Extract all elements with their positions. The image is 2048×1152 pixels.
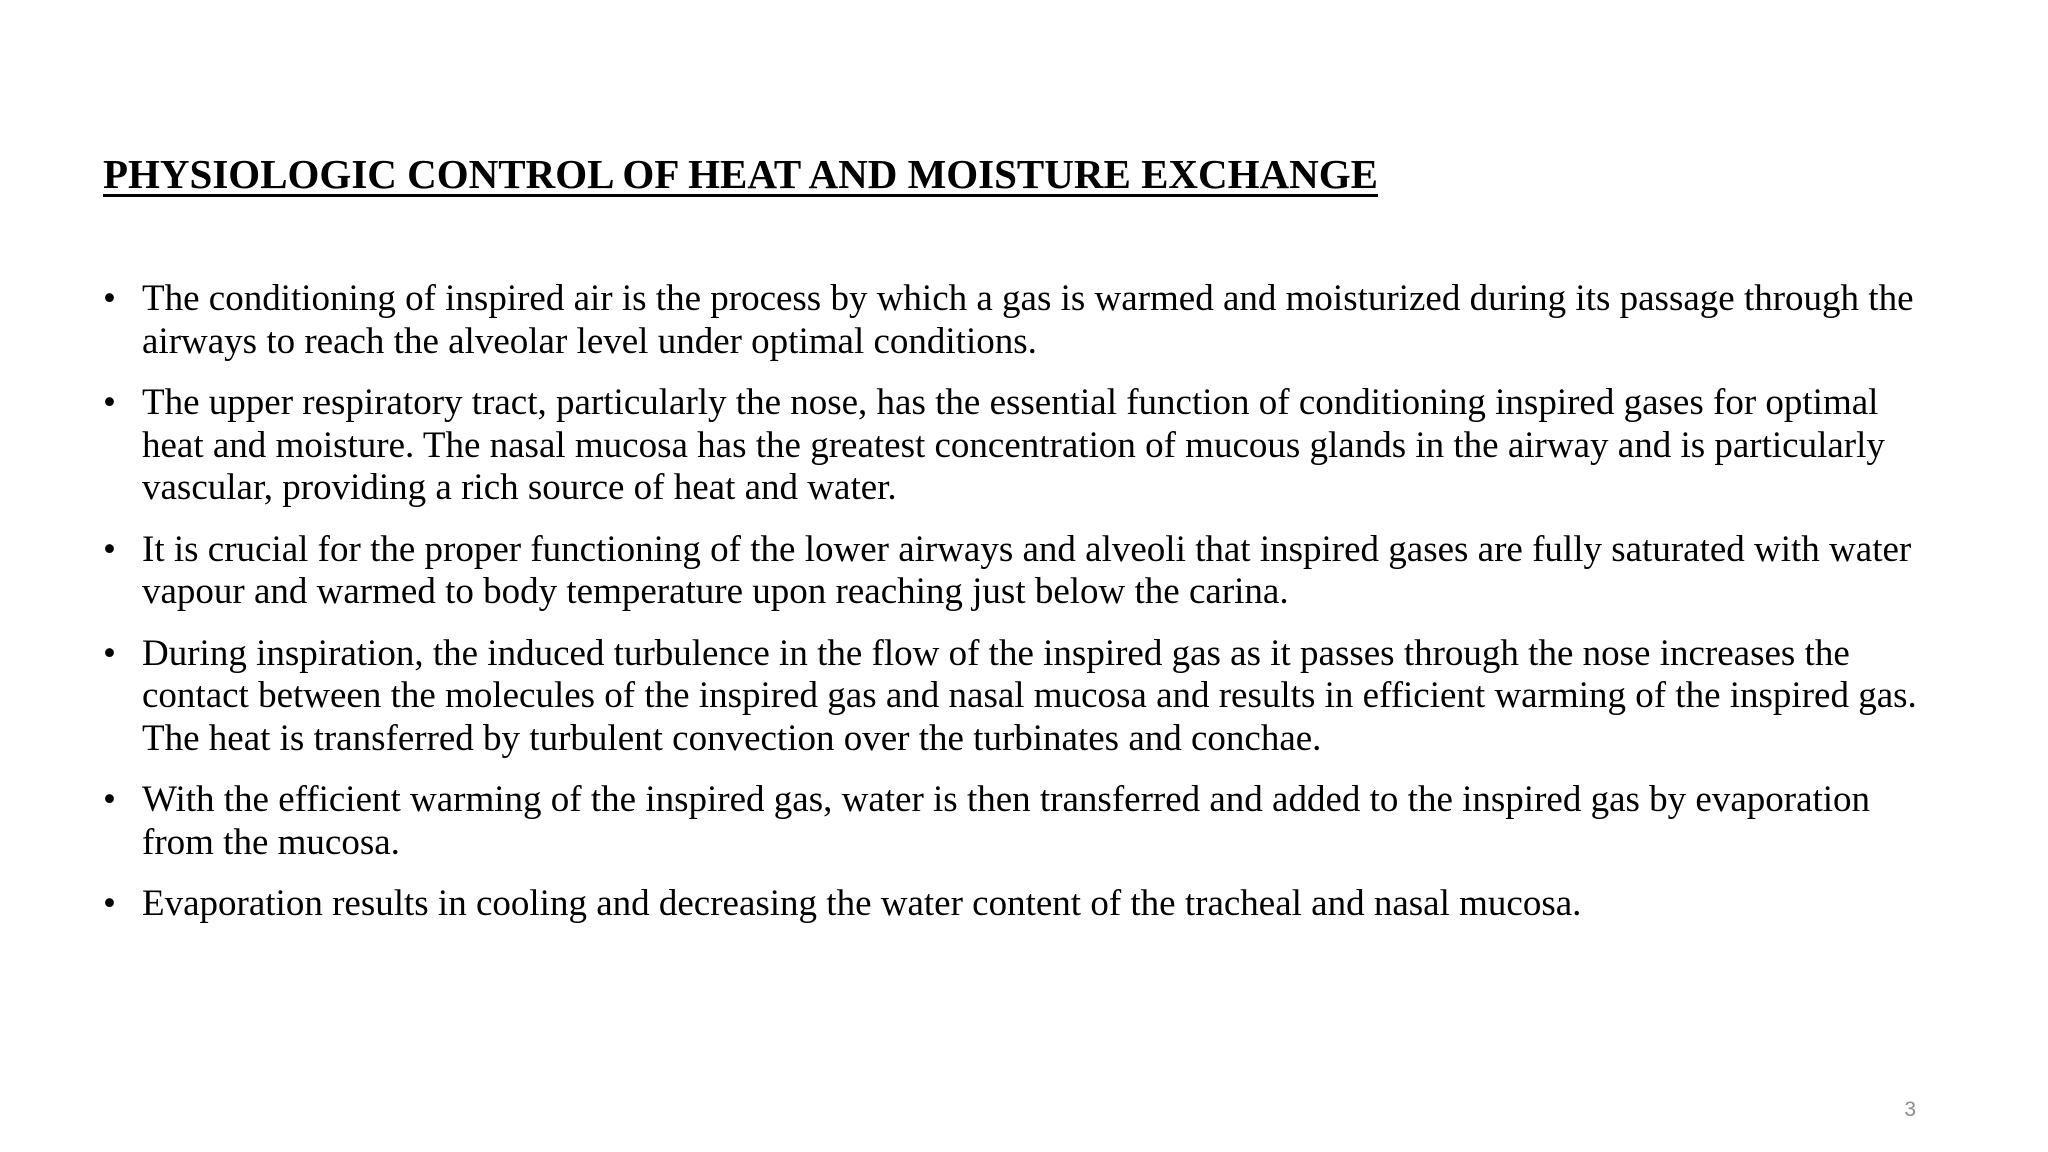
bullet-item bbox=[103, 633, 1933, 761]
bullet-text: During inspiration, the induced turbulence in the flow of the inspired gas as it passes through the nose increases the contact between the molecules of the inspired gas and nasal mucosa and results in efficient warming of the inspired gas. The heat is transferred by turbulent convection over the turbinates and conchae. bbox=[142, 632, 1917, 759]
bullet-dot-icon: • bbox=[103, 883, 116, 924]
bullet-list bbox=[103, 278, 1933, 945]
bullet-text: Evaporation results in cooling and decreasing the water content of the tracheal and nasal mucosa. bbox=[142, 883, 1582, 924]
bullet-item bbox=[103, 529, 1933, 614]
bullet-dot-icon: • bbox=[103, 528, 116, 570]
bullet-item bbox=[103, 883, 1933, 926]
bullet-text: With the efficient warming of the inspired gas, water is then transferred and added to the inspired gas by evaporation from the mucosa. bbox=[142, 779, 1871, 863]
bullet-item bbox=[103, 278, 1933, 363]
bullet-text: It is crucial for the proper functioning of the lower airways and alveoli that inspired gases are fully saturated with water vapour and warmed to body temperature upon reaching just below the carina. bbox=[142, 528, 1912, 612]
bullet-text: The upper respiratory tract, particularly the nose, has the essential function of conditioning inspired gases for optimal heat and moisture. The nasal mucosa has the greatest concentration of mucous glands in the airway and is particularly vascular, providing a rich source of heat and water. bbox=[142, 382, 1885, 508]
bullet-item bbox=[103, 779, 1933, 864]
bullet-dot-icon: • bbox=[103, 632, 116, 674]
slide-title: PHYSIOLOGIC CONTROL OF HEAT AND MOISTURE EXCHANGE bbox=[103, 151, 1378, 197]
bullet-dot-icon: • bbox=[103, 278, 116, 319]
bullet-text: The conditioning of inspired air is the process by which a gas is warmed and moisturized during its passage through the airways to reach the alveolar level under optimal conditions. bbox=[142, 278, 1914, 362]
bullet-item bbox=[103, 382, 1933, 510]
bullet-dot-icon: • bbox=[103, 779, 116, 820]
bullet-dot-icon: • bbox=[103, 382, 116, 423]
page-number: 3 bbox=[1904, 1098, 1916, 1121]
